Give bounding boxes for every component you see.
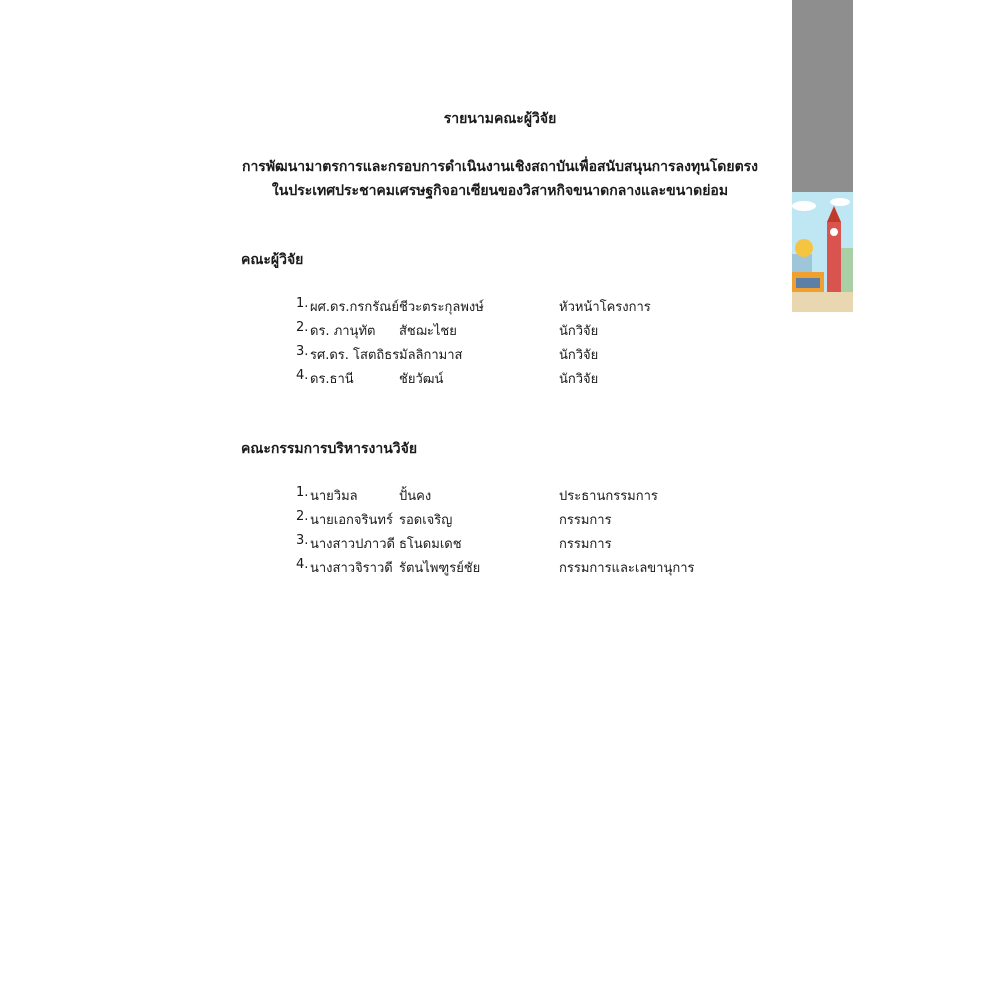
- item-number: 1.: [296, 485, 309, 500]
- first-name: ดร. ภานุทัต: [310, 324, 376, 339]
- role: นักวิจัย: [559, 324, 599, 339]
- first-name: นางสาวปภาวดี: [310, 537, 395, 552]
- role: นักวิจัย: [559, 348, 599, 363]
- city-illustration: [792, 192, 853, 312]
- item-number: 1.: [296, 296, 309, 311]
- item-number: 2.: [296, 320, 309, 335]
- role: กรรมการและเลขานุการ: [559, 561, 695, 576]
- role: ประธานกรรมการ: [559, 489, 658, 504]
- researchers-heading: คณะผู้วิจัย: [241, 252, 304, 268]
- last-name: ธโนดมเดช: [399, 537, 462, 552]
- first-name: นางสาวจิราวดี: [310, 561, 393, 576]
- item-number: 4.: [296, 368, 309, 383]
- project-title-line-1: การพัฒนามาตรการและกรอบการดำเนินงานเชิงสถาบันเพื่อสนับสนุนการลงทุนโดยตรง: [241, 159, 759, 175]
- last-name: มัลลิกามาส: [399, 348, 463, 363]
- item-number: 3.: [296, 533, 309, 548]
- first-name: ดร.ธานี: [310, 372, 354, 387]
- first-name: นายวิมล: [310, 489, 358, 504]
- project-title-line-2: ในประเทศประชาคมเศรษฐกิจอาเซียนของวิสาหกิจขนาดกลางและขนาดย่อม: [271, 183, 729, 199]
- first-name: ผศ.ดร.กรกรัณย์: [310, 300, 399, 315]
- item-number: 2.: [296, 509, 309, 524]
- role: นักวิจัย: [559, 372, 599, 387]
- role: กรรมการ: [559, 537, 612, 552]
- committee-heading: คณะกรรมการบริหารงานวิจัย: [241, 441, 418, 457]
- first-name: รศ.ดร. โสตถิธร: [310, 348, 400, 363]
- page-title: รายนามคณะผู้วิจัย: [443, 111, 557, 127]
- last-name: ชัยวัฒน์: [399, 372, 444, 387]
- item-number: 4.: [296, 557, 309, 572]
- last-name: ชีวะตระกุลพงษ์: [399, 300, 484, 315]
- role: กรรมการ: [559, 513, 612, 528]
- role: หัวหน้าโครงการ: [559, 300, 651, 315]
- last-name: สัชฌะไชย: [399, 324, 457, 339]
- item-number: 3.: [296, 344, 309, 359]
- last-name: ปั้นคง: [399, 489, 432, 504]
- first-name: นายเอกจรินทร์: [310, 513, 393, 528]
- last-name: รอดเจริญ: [399, 513, 453, 528]
- last-name: รัตนไพฑูรย์ชัย: [399, 561, 481, 576]
